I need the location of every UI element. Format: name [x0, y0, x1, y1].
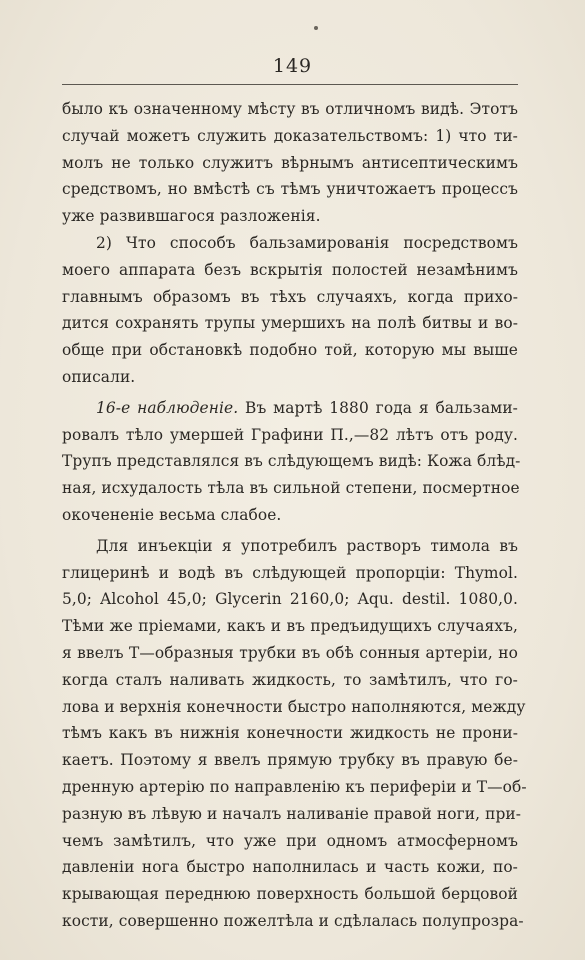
text-line: уже развившагося разложенія.: [62, 207, 321, 226]
text-line: тѣмъ какъ въ нижнія конечности жидкость не прони-: [62, 724, 518, 743]
ink-speck: [314, 26, 318, 30]
text-line: Тѣми же пріемами, какъ и въ предъидущихъ случаяхъ,: [62, 617, 518, 636]
text-line: дится сохранять трупы умершихъ на полѣ битвы и во-: [62, 314, 518, 333]
page-number: 149: [272, 55, 313, 77]
text-line: было къ означенному мѣсту въ отличномъ видѣ. Этотъ: [62, 100, 518, 118]
text-line: кости, совершенно пожелтѣла и сдѣлалась полупрозра-: [62, 911, 524, 930]
text-line: каетъ. Поэтому я ввелъ прямую трубку въ правую бе-: [62, 751, 518, 770]
observation-heading: 16-е наблюденіе.: [96, 398, 239, 417]
text-line: крывающая переднюю поверхность большой берцовой: [62, 885, 518, 904]
text-line: ровалъ тѣло умершей Графини П.,—82 лѣтъ отъ роду.: [62, 425, 518, 444]
observation-first-line: [62, 395, 518, 422]
text-line: случай можетъ служить доказательствомъ: 1) что ти-: [62, 126, 518, 145]
header-rule: [62, 84, 518, 85]
text-line: Въ мартѣ 1880 года я бальзами-: [245, 398, 518, 417]
text-line: 2) Что способъ бальзамированія посредствомъ: [96, 233, 518, 252]
text-line: обще при обстановкѣ подобно той, которую мы выше: [62, 341, 518, 360]
text-line: описали.: [62, 367, 136, 386]
text-line: молъ не только служитъ вѣрнымъ антисептическимъ: [62, 153, 518, 172]
body-text: [62, 96, 527, 935]
text-line: когда сталъ наливать жидкость, то замѣтилъ, что го-: [62, 670, 518, 689]
text-line: окочененіе весьма слабое.: [62, 505, 282, 524]
text-line: главнымъ образомъ въ тѣхъ случаяхъ, когда прихо-: [62, 287, 518, 306]
text-line: Трупъ представлялся въ слѣдующемъ видѣ: Кожа блѣд-: [62, 452, 521, 471]
text-line: моего аппарата безъ вскрытія полостей незамѣнимъ: [62, 260, 518, 279]
text-line: глицеринѣ и водѣ въ слѣдующей пропорціи: Thymol.: [62, 563, 518, 582]
text-line: Для инъекціи я употребилъ растворъ тимола въ: [96, 536, 518, 555]
text-line: я ввелъ Т—образныя трубки въ обѣ сонныя артеріи, но: [62, 643, 518, 662]
text-line: 5,0; Alcohol 45,0; Glycerin 2160,0; Aqu. destil. 1080,0.: [62, 590, 518, 609]
text-line: чемъ замѣтилъ, что уже при одномъ атмосферномъ: [62, 831, 518, 850]
text-line: давленіи нога быстро наполнилась и часть кожи, по-: [62, 858, 518, 877]
text-line: средствомъ, но вмѣстѣ съ тѣмъ уничтожаетъ процессъ: [62, 180, 518, 199]
text-line: дренную артерію по направленію къ периферіи и Т—об-: [62, 777, 527, 796]
text-line: лова и верхнія конечности быстро наполняются, между: [62, 697, 526, 716]
text-line: ная, исхудалость тѣла въ сильной степени, посмертное: [62, 479, 520, 498]
text-line: разную въ лѣвую и началъ наливаніе правой ноги, при-: [62, 804, 522, 823]
